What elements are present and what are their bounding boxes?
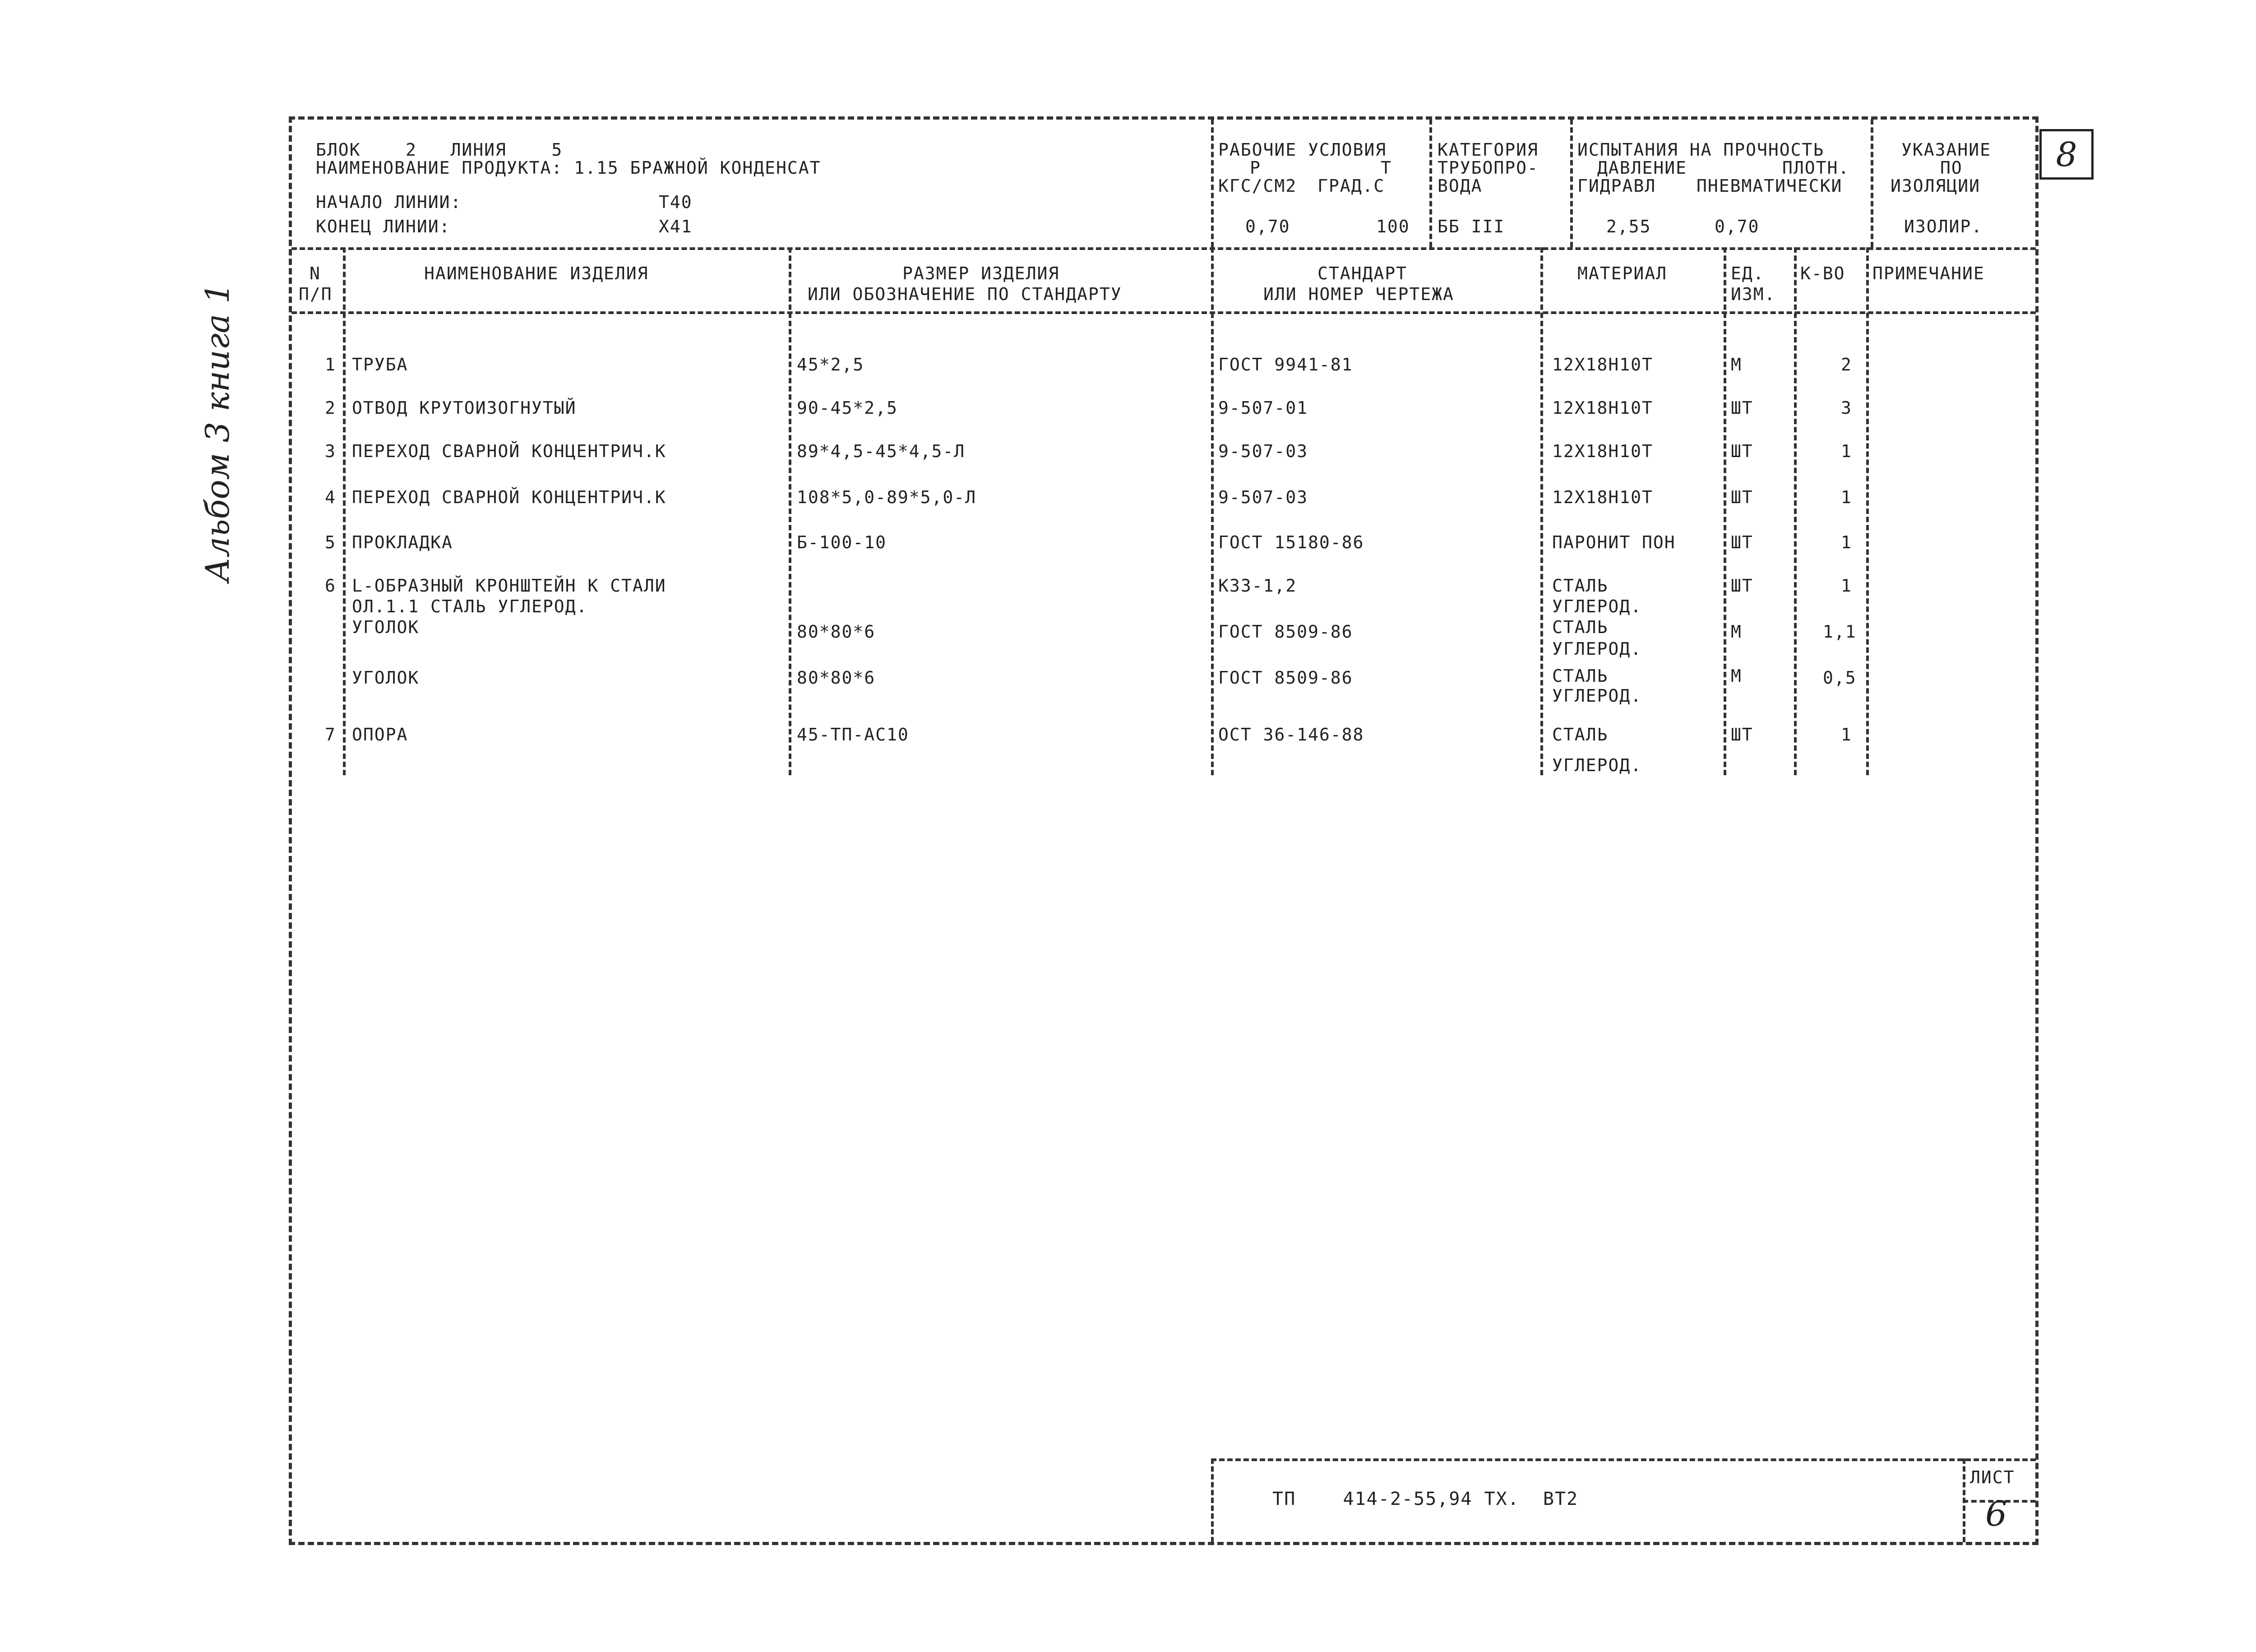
row-size: 90-45*2,5 [797, 398, 898, 418]
row-material: УГЛЕРОД. [1552, 639, 1642, 659]
header-separator [1871, 119, 1873, 247]
row-standard: ГОСТ 15180-86 [1218, 532, 1364, 552]
start-label: НАЧАЛО ЛИНИИ: [316, 192, 462, 212]
row-material: 12Х18Н10Т [1552, 398, 1653, 418]
pneum-value: 0,70 [1715, 217, 1760, 236]
column-separator [1866, 247, 1869, 775]
album-margin-note: Альбом 3 книга 1 [199, 283, 236, 582]
row-unit: ШТ [1731, 441, 1753, 461]
category-heading-2: ТРУБОПРО- [1438, 158, 1539, 178]
row-name: УГОЛОК [352, 617, 420, 637]
stamp-top-line [1211, 1458, 2036, 1461]
column-separator [1540, 247, 1543, 775]
end-value: Х41 [659, 217, 693, 236]
row-material: СТАЛЬ [1552, 617, 1609, 637]
column-separator [1724, 247, 1726, 775]
row-number: 6 [325, 576, 336, 596]
sheet-label: ЛИСТ [1970, 1467, 2015, 1487]
column-separator [1211, 247, 1214, 775]
row-size: 80*80*6 [797, 668, 876, 688]
row-unit: ШТ [1731, 532, 1753, 552]
row-number: 1 [325, 355, 336, 375]
row-number: 4 [325, 487, 336, 507]
row-name: ПЕРЕХОД СВАРНОЙ КОНЦЕНТРИЧ.К [352, 441, 666, 461]
corner-number: 8 [2056, 135, 2077, 174]
row-size: 89*4,5-45*4,5-Л [797, 441, 966, 461]
row-unit: ШТ [1731, 576, 1753, 596]
tests-density-heading: ПЛОТН. [1782, 158, 1850, 178]
row-name: ПЕРЕХОД СВАРНОЙ КОНЦЕНТРИЧ.К [352, 487, 666, 507]
pressure-unit: КГС/СМ2 [1218, 176, 1297, 196]
col-note: ПРИМЕЧАНИЕ [1872, 264, 1985, 283]
category-heading-3: ВОДА [1438, 176, 1483, 196]
row-size: 80*80*6 [797, 622, 876, 642]
row-material: 12Х18Н10Т [1552, 355, 1653, 375]
col-unit-2: ИЗМ. [1731, 284, 1776, 304]
row-quantity: 1,1 [1823, 622, 1857, 642]
start-value: Т40 [659, 192, 693, 212]
row-unit: ШТ [1731, 725, 1753, 745]
row-unit: М [1731, 355, 1742, 375]
row-name: ОЛ.1.1 СТАЛЬ УГЛЕРОД. [352, 597, 588, 616]
tests-pneum-heading: ПНЕВМАТИЧЕСКИ [1697, 176, 1843, 196]
row-standard: 9-507-03 [1218, 441, 1308, 461]
insulation-heading-2: ПО [1940, 158, 1963, 178]
row-material: УГЛЕРОД. [1552, 755, 1642, 775]
temperature-label: Т [1381, 158, 1392, 178]
row-material: УГЛЕРОД. [1552, 686, 1642, 706]
col-size-2: ИЛИ ОБОЗНАЧЕНИЕ ПО СТАНДАРТУ [808, 284, 1122, 304]
row-number: 2 [325, 398, 336, 418]
header-separator [1429, 119, 1432, 247]
temperature-value: 100 [1376, 217, 1410, 236]
drawing-frame [289, 116, 2039, 1545]
row-unit: ШТ [1731, 398, 1753, 418]
row-name: ПРОКЛАДКА [352, 532, 453, 552]
corner-number-box [2039, 129, 2094, 180]
pressure-value: 0,70 [1245, 217, 1290, 236]
row-name: УГОЛОК [352, 668, 420, 688]
tests-pressure-heading: ДАВЛЕНИЕ [1597, 158, 1687, 178]
row-unit: М [1731, 666, 1742, 686]
header-separator [1570, 119, 1573, 247]
row-quantity: 1 [1841, 576, 1852, 596]
temperature-unit: ГРАД.С [1318, 176, 1385, 196]
row-material: СТАЛЬ [1552, 666, 1609, 686]
end-label: КОНЕЦ ЛИНИИ: [316, 217, 451, 236]
row-material: 12Х18Н10Т [1552, 441, 1653, 461]
row-number: 5 [325, 532, 336, 552]
row-quantity: 0,5 [1823, 668, 1857, 688]
insulation-value: ИЗОЛИР. [1904, 217, 1983, 236]
col-unit-1: ЕД. [1731, 264, 1765, 283]
row-material: СТАЛЬ [1552, 576, 1609, 596]
row-quantity: 1 [1841, 532, 1852, 552]
col-size-1: РАЗМЕР ИЗДЕЛИЯ [902, 264, 1060, 283]
row-size: 45*2,5 [797, 355, 864, 375]
row-size: Б-100-10 [797, 532, 887, 552]
column-separator [1794, 247, 1797, 775]
row-standard: ГОСТ 9941-81 [1218, 355, 1353, 375]
row-number: 3 [325, 441, 336, 461]
row-standard: ГОСТ 8509-86 [1218, 668, 1353, 688]
row-name: ОТВОД КРУТОИЗОГНУТЫЙ [352, 398, 577, 418]
col-material: МАТЕРИАЛ [1577, 264, 1668, 283]
row-standard: 9-507-03 [1218, 487, 1308, 507]
op-conditions-heading: РАБОЧИЕ УСЛОВИЯ [1218, 140, 1387, 160]
row-material: 12Х18Н10Т [1552, 487, 1653, 507]
insulation-heading-3: ИЗОЛЯЦИИ [1891, 176, 1981, 196]
row-material: СТАЛЬ [1552, 725, 1609, 745]
row-standard: ОСТ 36-146-88 [1218, 725, 1364, 745]
col-standard-1: СТАНДАРТ [1318, 264, 1408, 283]
row-name: ТРУБА [352, 355, 408, 375]
col-name: НАИМЕНОВАНИЕ ИЗДЕЛИЯ [424, 264, 649, 283]
col-quantity: К-ВО [1800, 264, 1845, 283]
stamp-left-line [1211, 1458, 1214, 1542]
row-quantity: 2 [1841, 355, 1852, 375]
row-standard: К33-1,2 [1218, 576, 1297, 596]
col-num-1: N [310, 264, 321, 283]
category-heading: КАТЕГОРИЯ [1438, 140, 1539, 160]
tests-hydro-heading: ГИДРАВЛ [1577, 176, 1656, 196]
row-quantity: 1 [1841, 487, 1852, 507]
row-material: ПАРОНИТ ПОН [1552, 532, 1676, 552]
row-name: ОПОРА [352, 725, 408, 745]
row-quantity: 1 [1841, 725, 1852, 745]
row-size: 45-ТП-АС10 [797, 725, 909, 745]
tests-heading: ИСПЫТАНИЯ НА ПРОЧНОСТЬ [1577, 140, 1825, 160]
sheet-number: 6 [1985, 1494, 2007, 1534]
insulation-heading: УКАЗАНИЕ [1901, 140, 1992, 160]
column-separator [343, 247, 346, 775]
hydro-value: 2,55 [1606, 217, 1651, 236]
row-quantity: 1 [1841, 441, 1852, 461]
block-line: БЛОК 2 ЛИНИЯ 5 [316, 140, 563, 160]
product-name: НАИМЕНОВАНИЕ ПРОДУКТА: 1.15 БРАЖНОЙ КОНДЕНСАТ [316, 158, 821, 178]
header-separator [1211, 119, 1214, 247]
row-standard: 9-507-01 [1218, 398, 1308, 418]
row-name: L-ОБРАЗНЫЙ КРОНШТЕЙН К СТАЛИ [352, 576, 666, 596]
pressure-label: Р [1250, 158, 1261, 178]
col-standard-2: ИЛИ НОМЕР ЧЕРТЕЖА [1263, 284, 1454, 304]
row-material: УГЛЕРОД. [1552, 597, 1642, 616]
row-standard: ГОСТ 8509-86 [1218, 622, 1353, 642]
columns-divider [291, 311, 2036, 314]
document-code: ТП 414-2-55,94 ТХ. ВТ2 [1272, 1489, 1579, 1509]
row-size: 108*5,0-89*5,0-Л [797, 487, 977, 507]
column-separator [789, 247, 791, 775]
row-quantity: 3 [1841, 398, 1852, 418]
row-unit: М [1731, 622, 1742, 642]
col-num-2: П/П [299, 284, 333, 304]
row-number: 7 [325, 725, 336, 745]
header-divider [291, 247, 2036, 250]
category-value: ББ III [1438, 217, 1505, 236]
row-unit: ШТ [1731, 487, 1753, 507]
